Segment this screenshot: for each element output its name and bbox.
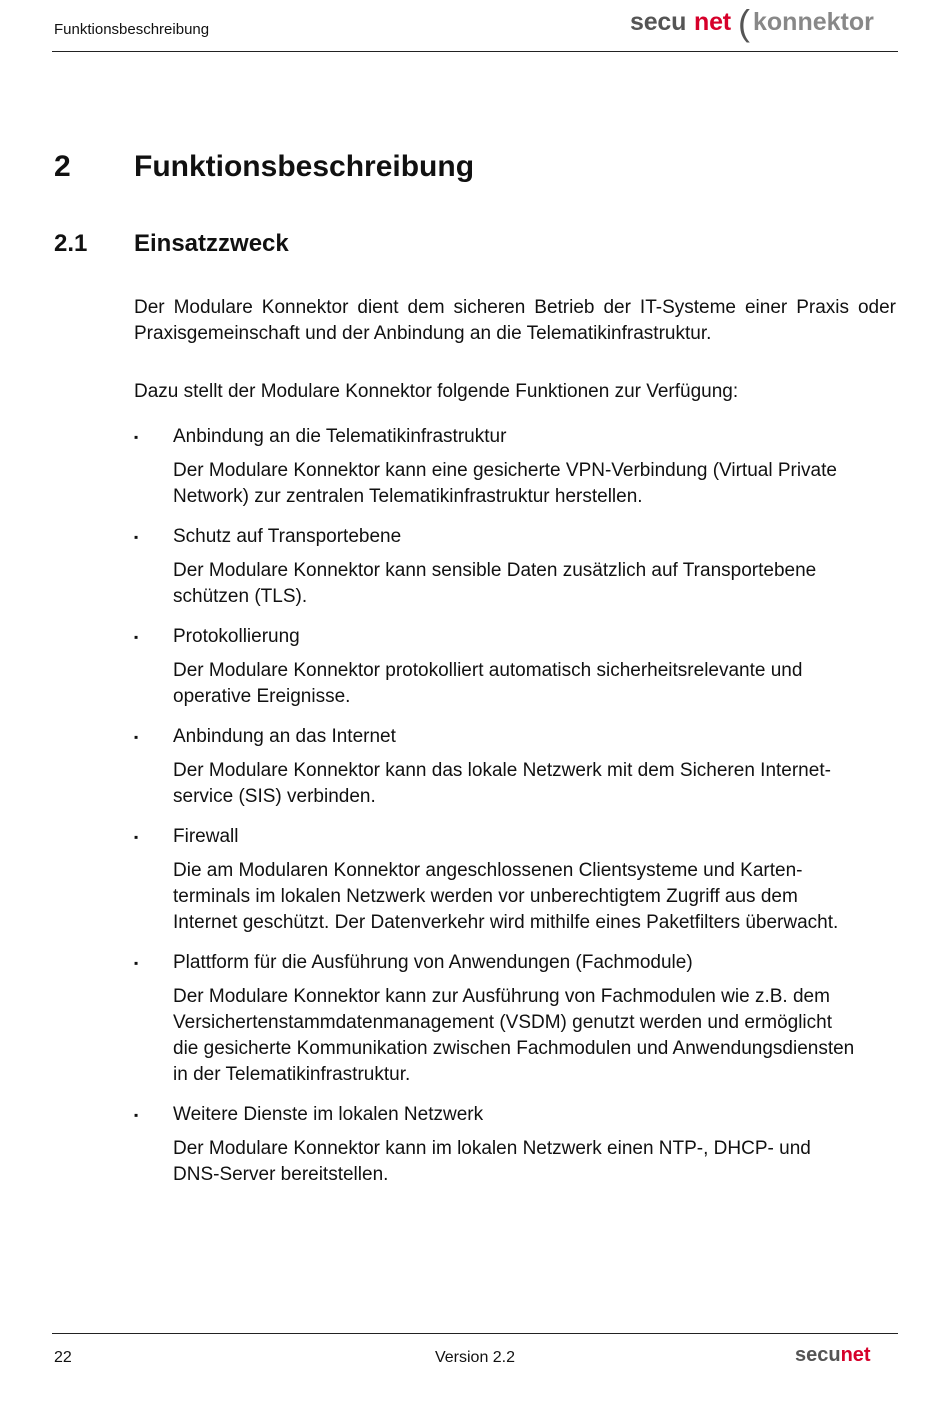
intro-paragraph-1: Der Modulare Konnektor dient dem sicheren Betrieb der IT-Systeme einer Praxis oder Praxisgemeinschaft und der Anbindung an die Telematikinfrastruktur. bbox=[134, 297, 896, 344]
bullet-body-line: terminals im lokalen Netzwerk werden vor unberechtigtem Zugriff aus dem bbox=[173, 886, 798, 907]
bullet-title: Anbindung an die Telematikinfrastruktur bbox=[173, 426, 507, 447]
logo-text-net: net bbox=[694, 8, 731, 36]
bullet-body bbox=[173, 758, 893, 810]
bullet-marker: ▪ bbox=[134, 1108, 139, 1122]
logo-text-konnektor: konnektor bbox=[753, 8, 874, 36]
bullet-body bbox=[173, 1136, 893, 1188]
bullet-title: Weitere Dienste im lokalen Netzwerk bbox=[173, 1104, 484, 1125]
bullet-title: Protokollierung bbox=[173, 626, 300, 647]
secunet-konnektor-logo bbox=[630, 2, 900, 42]
logo-text-secu: secu bbox=[795, 1344, 841, 1366]
bullet-body-line: schützen (TLS). bbox=[173, 586, 308, 607]
logo-text-net: net bbox=[840, 1344, 871, 1366]
bullet-title: Plattform für die Ausführung von Anwendungen (Fachmodule) bbox=[173, 952, 693, 973]
bullet-body-line: Die am Modularen Konnektor angeschlossenen Clientsysteme und Karten- bbox=[173, 860, 803, 881]
logo-text-secu: secu bbox=[630, 8, 687, 36]
document-version: Version 2.2 bbox=[434, 1349, 516, 1366]
bullet-body-line: Network) zur zentralen Telematikinfrastruktur herstellen. bbox=[173, 486, 643, 507]
section-number: 2.1 bbox=[54, 230, 88, 257]
bullet-body bbox=[173, 558, 893, 610]
running-header-title: Funktionsbeschreibung bbox=[54, 21, 210, 38]
chapter-number: 2 bbox=[54, 150, 71, 183]
bullet-body bbox=[173, 984, 893, 1088]
bullet-body-line: Versichertenstammdatenmanagement (VSDM) genutzt werden und ermöglicht bbox=[173, 1012, 832, 1033]
bullet-marker: ▪ bbox=[134, 630, 139, 644]
bullet-marker: ▪ bbox=[134, 530, 139, 544]
bullet-body-line: Der Modulare Konnektor protokolliert automatisch sicherheitsrelevante und bbox=[173, 660, 803, 681]
bullet-body bbox=[173, 458, 893, 510]
bullet-marker: ▪ bbox=[134, 956, 139, 970]
bullet-title: Firewall bbox=[173, 826, 239, 847]
bullet-body bbox=[173, 658, 893, 710]
bullet-title: Anbindung an das Internet bbox=[173, 726, 396, 747]
bullet-body-line: Der Modulare Konnektor kann im lokalen Netzwerk einen NTP-, DHCP- und bbox=[173, 1138, 811, 1159]
bullet-marker: ▪ bbox=[134, 730, 139, 744]
bullet-title: Schutz auf Transportebene bbox=[173, 526, 402, 547]
bullet-body-line: die gesicherte Kommunikation zwischen Fachmodulen und Anwendungsdiensten bbox=[173, 1038, 855, 1059]
bullet-body-line: Internet geschützt. Der Datenverkehr wird mithilfe eines Paketfilters überwacht. bbox=[173, 912, 839, 933]
bullet-body-line: DNS-Server bereitstellen. bbox=[173, 1164, 389, 1185]
bullet-marker: ▪ bbox=[134, 830, 139, 844]
section-title: Einsatzzweck bbox=[134, 230, 289, 257]
intro-paragraph-2: Dazu stellt der Modulare Konnektor folgende Funktionen zur Verfügung: bbox=[134, 381, 739, 402]
page-number: 22 bbox=[54, 1349, 72, 1366]
bullet-body-line: Der Modulare Konnektor kann eine gesicherte VPN-Verbindung (Virtual Private bbox=[173, 460, 837, 481]
chapter-title: Funktionsbeschreibung bbox=[134, 150, 475, 183]
bullet-body-line: operative Ereignisse. bbox=[173, 686, 351, 707]
bullet-body-line: Der Modulare Konnektor kann zur Ausführung von Fachmodulen wie z.B. dem bbox=[173, 986, 830, 1007]
bullet-body bbox=[173, 858, 893, 936]
bullet-body-line: Der Modulare Konnektor kann sensible Daten zusätzlich auf Transportebene bbox=[173, 560, 817, 581]
bullet-body-line: in der Telematikinfrastruktur. bbox=[173, 1064, 411, 1085]
bullet-body-line: service (SIS) verbinden. bbox=[173, 786, 376, 807]
header-rule bbox=[52, 51, 898, 52]
secunet-logo bbox=[795, 1344, 871, 1367]
bullet-body-line: Der Modulare Konnektor kann das lokale Netzwerk mit dem Sicheren Internet- bbox=[173, 760, 831, 781]
logo-paren: ( bbox=[738, 2, 750, 43]
bullet-marker: ▪ bbox=[134, 430, 139, 444]
footer-rule bbox=[52, 1333, 898, 1334]
